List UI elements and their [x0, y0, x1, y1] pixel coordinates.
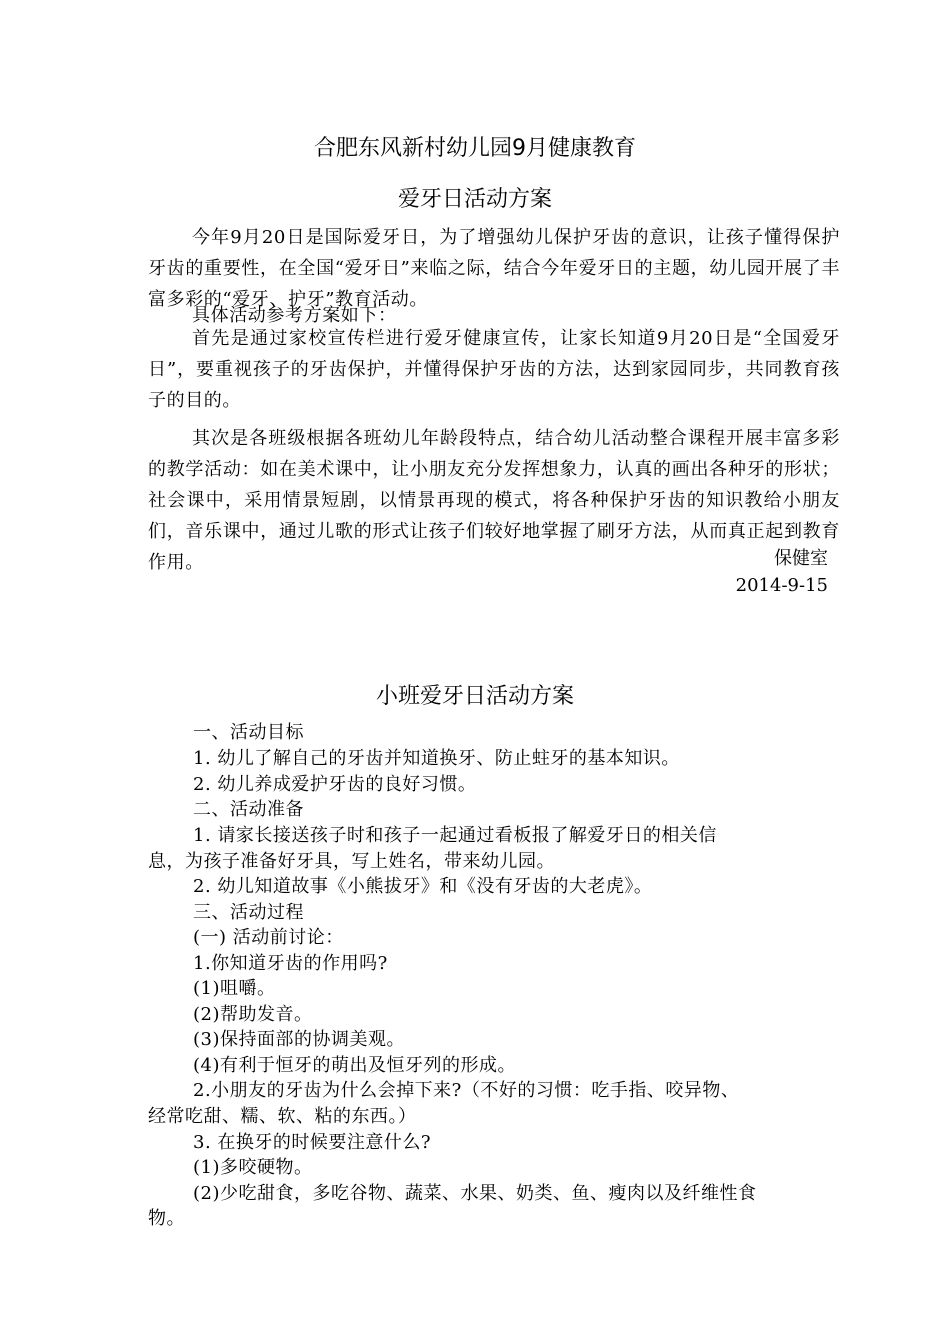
- answer-item: (1)多咬硬物。: [193, 1157, 313, 1178]
- list-item: 1. 请家长接送孩子时和孩子一起通过看板报了解爱牙日的相关信: [193, 825, 717, 846]
- answer-item: (2)少吃甜食，多吃谷物、蔬菜、水果、奶类、鱼、瘦肉以及纤维性食: [193, 1183, 757, 1204]
- answer-item-continued: 物。: [148, 1208, 185, 1229]
- paragraph-second: 其次是各班级根据各班幼儿年龄段特点，结合幼儿活动整合课程开展丰富多彩的教学活动：如在美术课中，让小朋友充分发挥想象力，认真的画出各种牙的形状；社会课中，采用情景短剧，以情景再现的模式，将各种保护牙齿的知识教给小朋友们，音乐课中，通过儿歌的形式让孩子们较好地掌握了刷牙方法，从而真正起到教育作用。: [148, 428, 840, 573]
- answer-item: (2)帮助发音。: [193, 1004, 313, 1025]
- document-date: 2014-9-15: [735, 575, 828, 596]
- document-title: 合肥东风新村幼儿园9月健康教育: [314, 136, 636, 161]
- question: 2.小朋友的牙齿为什么会掉下来?（不好的习惯：吃手指、咬异物、: [193, 1080, 740, 1101]
- paragraph-plan-heading: 具体活动参考方案如下：: [192, 305, 397, 326]
- list-item: 2. 幼儿养成爱护牙齿的良好习惯。: [193, 774, 477, 795]
- answer-item: (4)有利于恒牙的萌出及恒牙列的形成。: [193, 1055, 516, 1076]
- paragraph-first: 首先是通过家校宣传栏进行爱牙健康宣传，让家长知道9月20日是“全国爱牙日”，要重视孩子的牙齿保护，并懂得保护牙齿的方法，达到家园同步，共同教育孩子的目的。: [148, 328, 840, 411]
- answer-item: (3)保持面部的协调美观。: [193, 1029, 405, 1050]
- list-item: 2. 幼儿知道故事《小熊拔牙》和《没有牙齿的大老虎》。: [193, 876, 653, 897]
- question: 1.你知道牙齿的作用吗?: [193, 953, 388, 974]
- subheading-discussion: (一) 活动前讨论：: [193, 927, 344, 948]
- list-item-continued: 息，为孩子准备好牙具，写上姓名，带来幼儿园。: [148, 851, 555, 872]
- question: 3. 在换牙的时候要注意什么?: [193, 1132, 432, 1153]
- list-item: 1. 幼儿了解自己的牙齿并知道换牙、防止蛀牙的基本知识。: [193, 748, 680, 769]
- document-subtitle: 爱牙日活动方案: [397, 187, 552, 212]
- answer-item: (1)咀嚼。: [193, 978, 276, 999]
- heading-goals: 一、活动目标: [193, 722, 304, 743]
- question-continued: 经常吃甜、糯、软、粘的东西。）: [148, 1106, 417, 1127]
- paragraph-intro: 今年9月20日是国际爱牙日，为了增强幼儿保护牙齿的意识，让孩子懂得保护牙齿的重要性，在全国“爱牙日”来临之际，结合今年爱牙日的主题，幼儿园开展了丰富多彩的“爱牙、护牙”教育活动。: [148, 227, 840, 310]
- heading-preparation: 二、活动准备: [193, 799, 304, 820]
- signature: 保健室: [774, 548, 828, 569]
- section-title: 小班爱牙日活动方案: [375, 684, 574, 709]
- heading-process: 三、活动过程: [193, 902, 304, 923]
